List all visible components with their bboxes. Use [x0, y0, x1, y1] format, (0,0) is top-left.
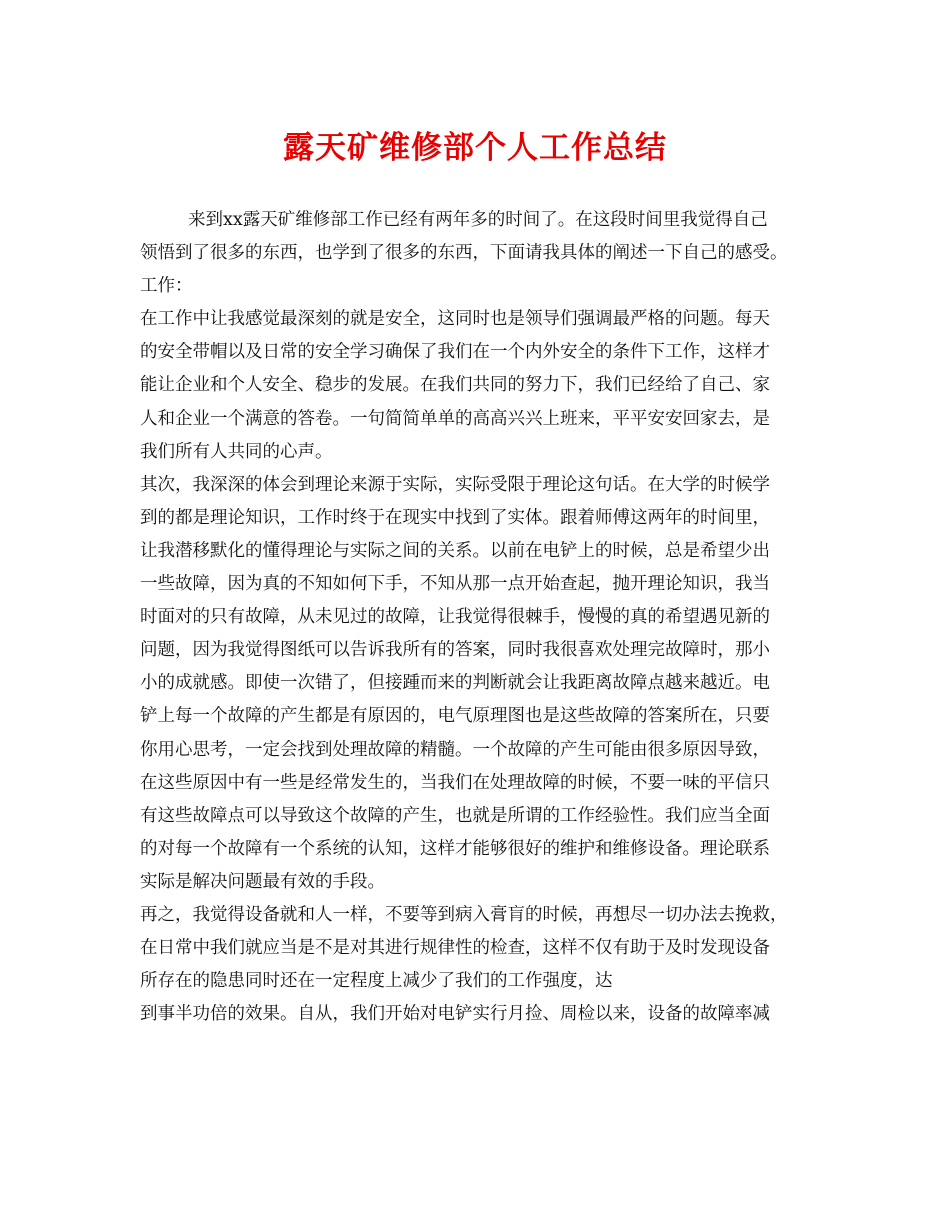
body-line: 来到xx露天矿维修部工作已经有两年多的时间了。在这段时间里我觉得自己: [188, 210, 768, 230]
body-line: 在日常中我们就应当是不是对其进行规律性的检查，这样不仅有助于及时发现设备: [140, 938, 770, 959]
body-line: 实际是解决问题最有效的手段。: [140, 871, 385, 892]
body-line: 的对每一个故障有一个系统的认知，这样才能够很好的维护和维修设备。理论联系: [140, 838, 770, 859]
body-line: 铲上每一个故障的产生都是有原因的，电气原理图也是这些故障的答案所在，只要: [140, 706, 770, 727]
body-line: 我们所有人共同的心声。: [140, 441, 333, 462]
body-line: 问题，因为我觉得图纸可以告诉我所有的答案，同时我很喜欢处理完故障时，那小: [140, 640, 770, 661]
body-line: 再之，我觉得设备就和人一样，不要等到病入膏肓的时候，再想尽一切办法去挽救，: [140, 904, 788, 925]
document-title: 露天矿维修部个人工作总结: [283, 130, 667, 166]
body-line: 在这些原因中有一些是经常发生的，当我们在处理故障的时候，不要一味的平信只: [140, 772, 770, 793]
body-line: 人和企业一个满意的答卷。一句简简单单的高高兴兴上班来，平平安安回家去，是: [140, 408, 770, 429]
body-line: 时面对的只有故障，从未见过的故障，让我觉得很棘手，慢慢的真的希望遇见新的: [140, 607, 770, 628]
body-line: 你用心思考，一定会找到处理故障的精髓。一个故障的产生可能由很多原因导致，: [140, 739, 770, 760]
body-line: 在工作中让我感觉最深刻的就是安全，这同时也是领导们强调最严格的问题。每天: [140, 309, 770, 330]
body-line: 能让企业和个人安全、稳步的发展。在我们共同的努力下，我们已经给了自己、家: [140, 375, 770, 396]
document-body: [140, 204, 820, 1031]
body-line: 一些故障，因为真的不知如何下手，不知从那一点开始查起，抛开理论知识，我当: [140, 574, 770, 595]
body-line: 其次，我深深的体会到理论来源于实际，实际受限于理论这句话。在大学的时候学: [140, 474, 770, 495]
body-line: 小的成就感。即使一次错了，但接踵而来的判断就会让我距离故障点越来越近。电: [140, 673, 770, 694]
body-line: 工作：: [140, 276, 193, 297]
body-line: 有这些故障点可以导致这个故障的产生，也就是所谓的工作经验性。我们应当全面: [140, 805, 770, 826]
body-line: 到事半功倍的效果。自从，我们开始对电铲实行月捡、周检以来，设备的故障率减: [140, 1004, 770, 1025]
body-line: 所存在的隐患同时还在一定程度上减少了我们的工作强度，达: [140, 971, 613, 992]
body-line: 的安全带帽以及日常的安全学习确保了我们在一个内外安全的条件下工作，这样才: [140, 342, 770, 363]
body-line: 到的都是理论知识，工作时终于在现实中找到了实体。跟着师傅这两年的时间里，: [140, 507, 770, 528]
body-line: 让我潜移默化的懂得理论与实际之间的关系。以前在电铲上的时候，总是希望少出: [140, 540, 770, 561]
body-line: 领悟到了很多的东西，也学到了很多的东西，下面请我具体的阐述一下自己的感受。: [140, 243, 788, 264]
